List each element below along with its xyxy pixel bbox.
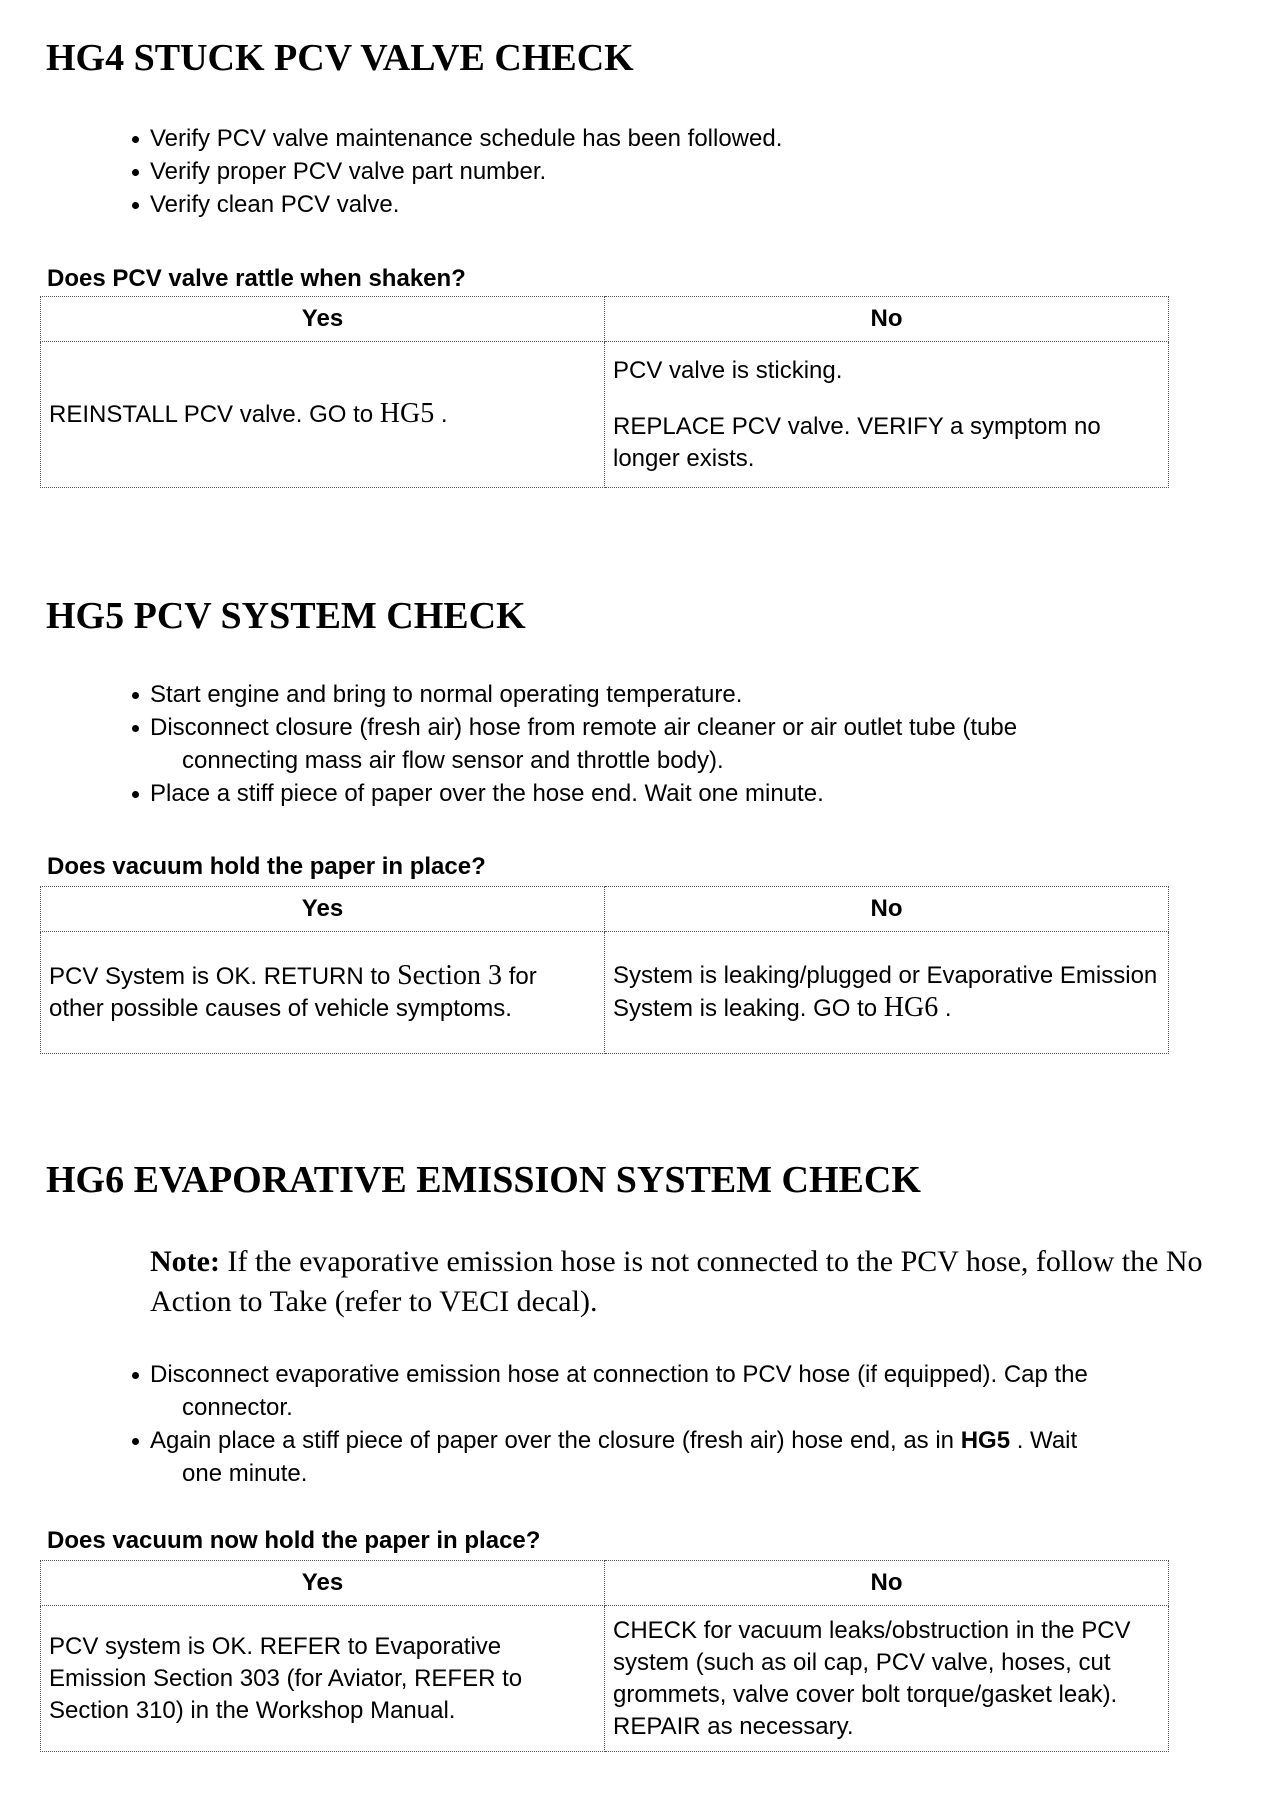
hg4-bullet-list [130,122,782,221]
list-item: Verify clean PCV valve. [130,188,782,221]
bullet-icon [132,169,139,176]
hg4-question: Does PCV valve rattle when shaken? [47,265,466,292]
hg5-bullet-list [130,678,1017,810]
hg4-answer-table [40,296,1169,488]
hg6-bullet-list [130,1358,1088,1490]
bullet-icon [132,136,139,143]
hg5-question: Does vacuum hold the paper in place? [47,853,486,880]
bullet-icon [132,1372,139,1379]
list-item: Verify proper PCV valve part number. [130,155,782,188]
bullet-icon [132,202,139,209]
bullet-icon [132,791,139,798]
no-header: No [605,887,1169,932]
list-item: Verify PCV valve maintenance schedule has been followed. [130,122,782,155]
no-header: No [605,297,1169,342]
yes-header: Yes [41,1561,605,1606]
yes-action: PCV System is OK. RETURN to Section 3 for other possible causes of vehicle symptoms. [41,932,605,1054]
hg6-note: Note: If the evaporative emission hose is not connected to the PCV hose, follow the No Action to Take (refer to VECI decal). [150,1245,1203,1318]
hg6-answer-table [40,1560,1169,1752]
hg6-title: HG6 EVAPORATIVE EMISSION SYSTEM CHECK [46,1159,921,1201]
hg5-title: HG5 PCV SYSTEM CHECK [46,595,526,637]
list-item: Disconnect closure (fresh air) hose from remote air cleaner or air outlet tube (tube connecting mass air flow sensor and throttle body). [130,711,1017,777]
yes-header: Yes [41,887,605,932]
yes-action: PCV system is OK. REFER to Evaporative Emission Section 303 (for Aviator, REFER to Section 310) in the Workshop Manual. [41,1606,605,1752]
hg6-question: Does vacuum now hold the paper in place? [47,1527,541,1554]
bullet-icon [132,1438,139,1445]
note-label: Note: [150,1245,220,1278]
hg5-reference[interactable]: HG5 [960,1427,1011,1454]
list-item: Place a stiff piece of paper over the hose end. Wait one minute. [130,777,1017,810]
hg5-link[interactable]: HG5 [379,398,435,429]
bullet-icon [132,725,139,732]
no-action: CHECK for vacuum leaks/obstruction in the PCV system (such as oil cap, PCV valve, hoses, cut grommets, valve cover bolt torque/gasket leak). REPAIR as necessary. [605,1606,1169,1752]
section-3-link[interactable]: Section 3 [397,960,503,991]
yes-action: REINSTALL PCV valve. GO to HG5 . [41,342,605,488]
bullet-icon [132,692,139,699]
hg5-answer-table [40,886,1169,1054]
no-action: PCV valve is sticking. REPLACE PCV valve. VERIFY a symptom no longer exists. [605,342,1169,488]
list-item: Disconnect evaporative emission hose at connection to PCV hose (if equipped). Cap the connector. [130,1358,1088,1424]
list-item: Again place a stiff piece of paper over the closure (fresh air) hose end, as in HG5 . Wait one minute. [130,1424,1088,1490]
no-action: System is leaking/plugged or Evaporative Emission System is leaking. GO to HG6 . [605,932,1169,1054]
list-item: Start engine and bring to normal operating temperature. [130,678,1017,711]
yes-header: Yes [41,297,605,342]
hg4-title: HG4 STUCK PCV VALVE CHECK [46,37,634,79]
no-header: No [605,1561,1169,1606]
hg6-link[interactable]: HG6 [883,992,939,1023]
